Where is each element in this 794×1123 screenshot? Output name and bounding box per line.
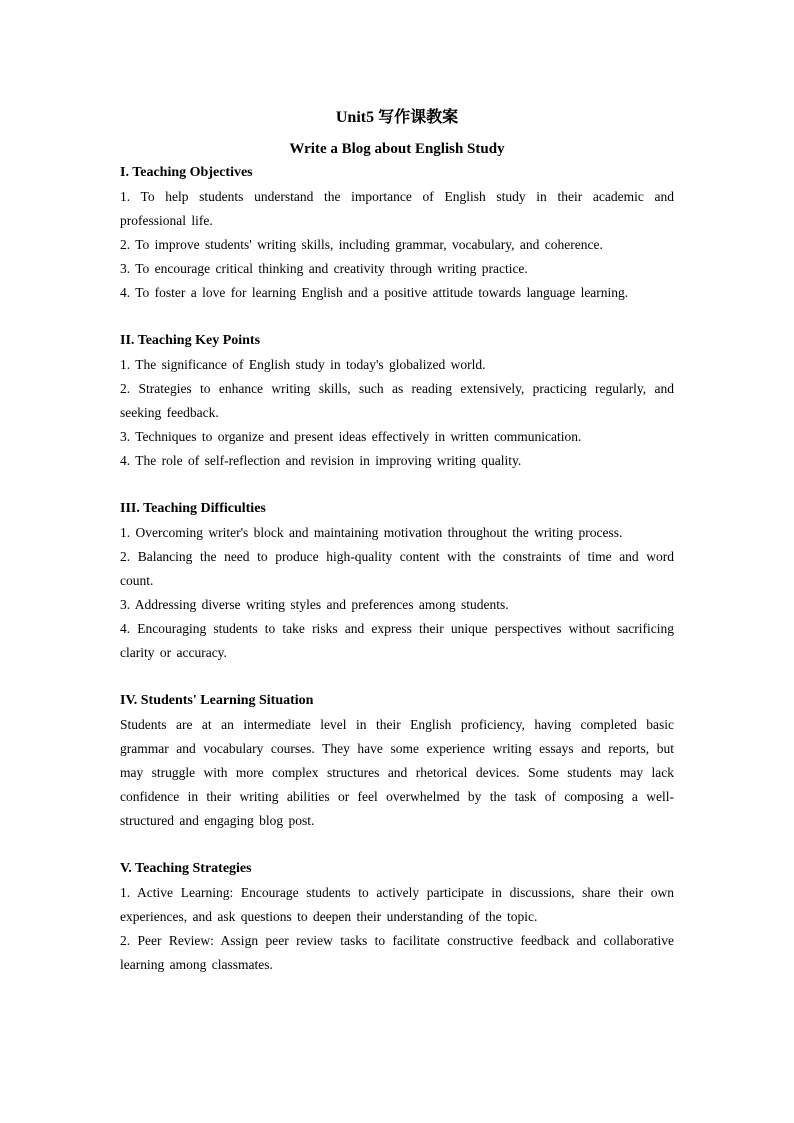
- objective-item: 4. To foster a love for learning English and a positive attitude towards language learning.: [120, 285, 629, 300]
- key-point-item: 4. The role of self-reflection and revision in improving writing quality.: [120, 453, 522, 468]
- key-point-item: 2. Strategies to enhance writing skills, such as reading extensively, practicing regularly, and seeking feedback.: [120, 381, 674, 420]
- difficulty-item: 3. Addressing diverse writing styles and preferences among students.: [120, 597, 509, 612]
- key-point-item: 1. The significance of English study in today's globalized world.: [120, 357, 486, 372]
- section-heading: IV. Students' Learning Situation: [120, 693, 314, 708]
- section-teaching-difficulties: [120, 497, 674, 665]
- section-heading: III. Teaching Difficulties: [120, 501, 266, 516]
- difficulty-item: 1. Overcoming writer's block and maintaining motivation throughout the writing process.: [120, 525, 623, 540]
- document-title: Unit5 写作课教案: [335, 109, 459, 126]
- learning-situation-paragraph: Students are at an intermediate level in their English proficiency, having completed basic grammar and vocabulary courses. They have some experience writing essays and reports, but may struggle with more complex structures and rhetorical devices. Some students may lack confidence in their writing abilities or feel overwhelmed by the task of composing a well-structured and engaging blog post.: [120, 717, 674, 828]
- difficulty-item: 2. Balancing the need to produce high-quality content with the constraints of time and word count.: [120, 549, 674, 588]
- section-heading: I. Teaching Objectives: [120, 165, 253, 180]
- objective-item: 2. To improve students' writing skills, including grammar, vocabulary, and coherence.: [120, 237, 603, 252]
- strategy-item: 2. Peer Review: Assign peer review tasks to facilitate constructive feedback and collaborative learning among classmates.: [120, 933, 674, 972]
- difficulty-item: 4. Encouraging students to take risks and express their unique perspectives without sacrificing clarity or accuracy.: [120, 621, 674, 660]
- objective-item: 3. To encourage critical thinking and creativity through writing practice.: [120, 261, 528, 276]
- strategy-item: 1. Active Learning: Encourage students to actively participate in discussions, share their own experiences, and ask questions to deepen their understanding of the topic.: [120, 885, 674, 924]
- section-heading: II. Teaching Key Points: [120, 333, 261, 348]
- section-heading: V. Teaching Strategies: [120, 861, 252, 876]
- document-page: [120, 104, 674, 977]
- section-teaching-key-points: [120, 329, 674, 473]
- document-subtitle: Write a Blog about English Study: [289, 141, 505, 157]
- objective-item: 1. To help students understand the importance of English study in their academic and professional life.: [120, 189, 674, 228]
- section-students-learning-situation: [120, 689, 674, 833]
- section-teaching-strategies: [120, 857, 674, 977]
- key-point-item: 3. Techniques to organize and present ideas effectively in written communication.: [120, 429, 582, 444]
- section-teaching-objectives: [120, 161, 674, 305]
